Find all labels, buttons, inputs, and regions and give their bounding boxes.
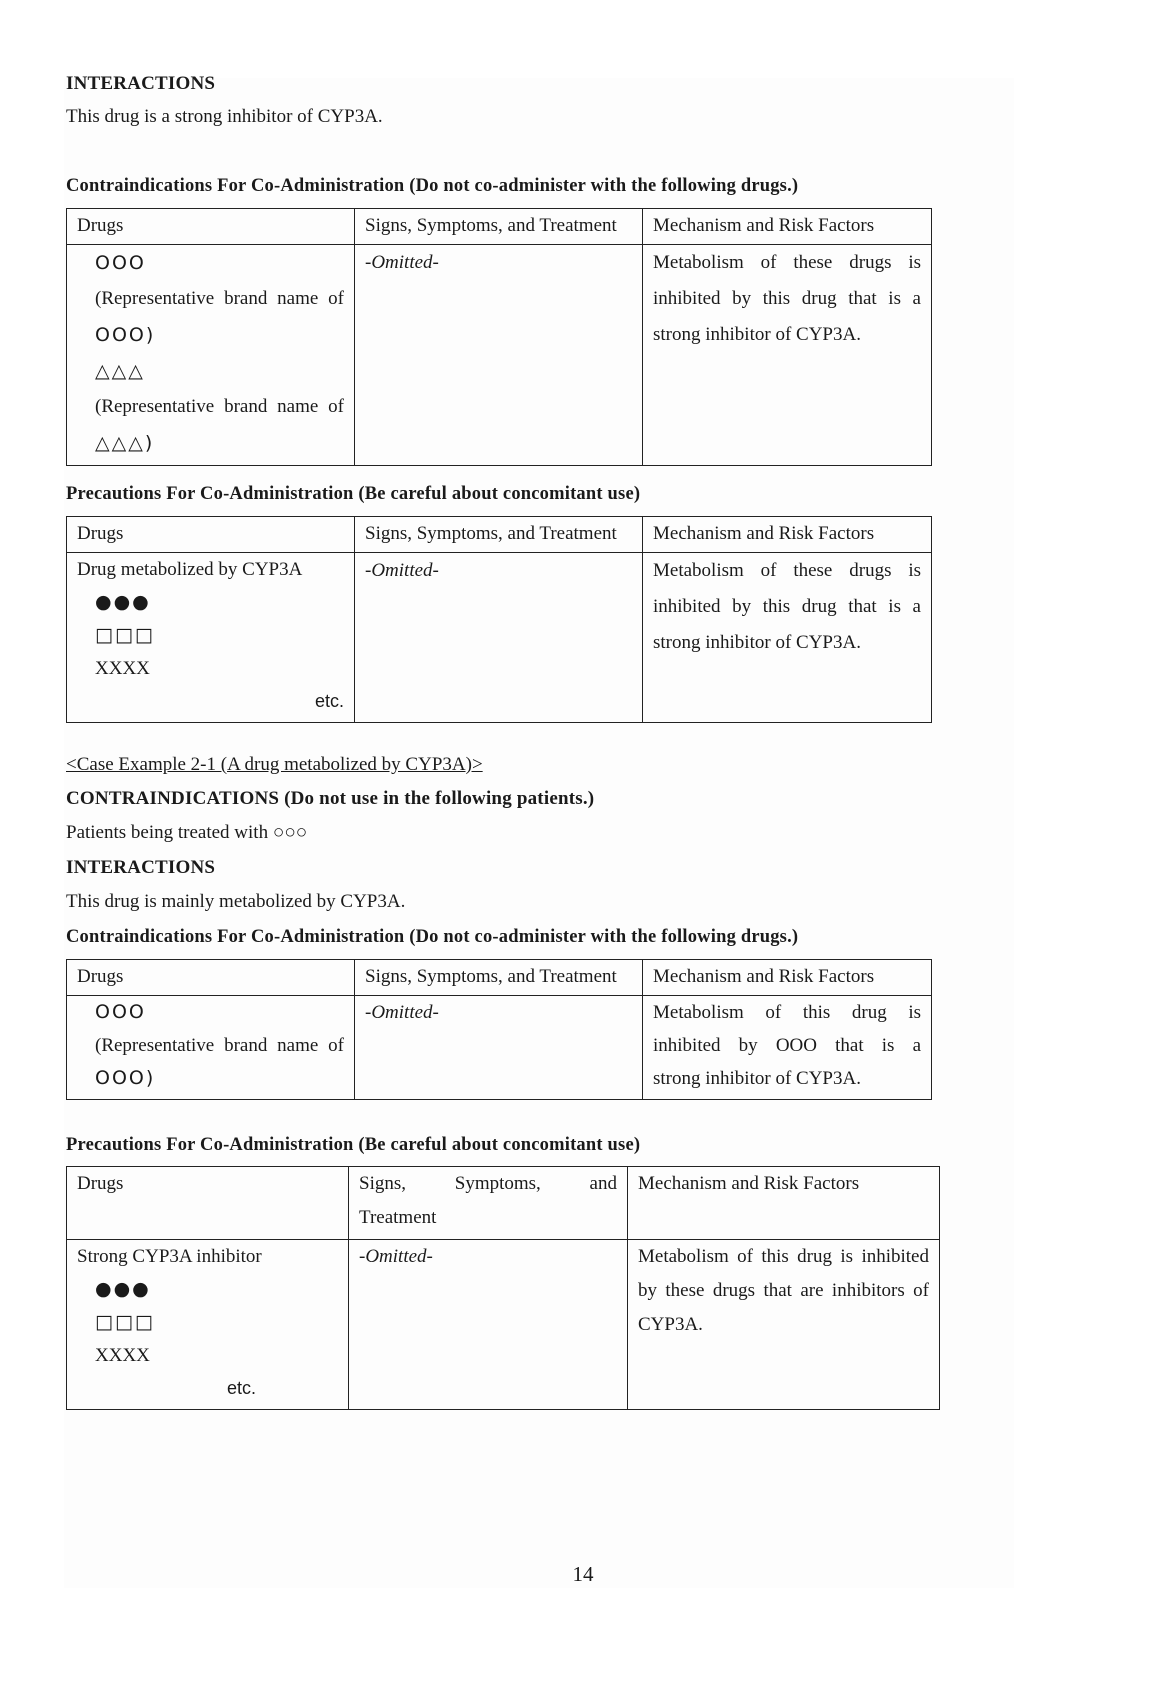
- case-interactions-heading: INTERACTIONS: [66, 857, 216, 878]
- omitted-text: -Omitted-: [365, 252, 439, 273]
- signs-cell: [355, 245, 643, 466]
- signs-cell: [349, 1240, 628, 1410]
- table-row: [67, 996, 932, 1100]
- header-drugs: Drugs: [67, 1167, 349, 1240]
- brand-name-line: (Representative brand name of: [95, 396, 344, 417]
- header-signs: Signs, Symptoms, and Treatment: [355, 517, 643, 553]
- header-signs: Signs, Symptoms, and Treatment: [355, 960, 643, 996]
- prec-title: Precautions For Co-Administration (Be careful about concomitant use): [66, 484, 641, 504]
- mechanism-line: inhibited by this drug that is a: [653, 288, 921, 309]
- interactions-intro: This drug is a strong inhibitor of CYP3A.: [66, 106, 383, 127]
- drugs-cell: [67, 996, 355, 1100]
- omitted-text: -Omitted-: [359, 1246, 433, 1267]
- mechanism-line: Metabolism of this drug is: [653, 1002, 921, 1023]
- drug-symbol: △△△): [95, 432, 155, 454]
- table-row: [67, 245, 932, 466]
- drug-symbol: ●●●: [95, 591, 151, 613]
- mechanism-cell: [643, 996, 932, 1100]
- mechanism-line: by these drugs that are inhibitors of: [638, 1280, 929, 1301]
- case-contra-title: Contraindications For Co-Administration (Do not co-administer with the following drugs.): [66, 927, 799, 947]
- mechanism-line: strong inhibitor of CYP3A.: [653, 1068, 861, 1089]
- header-drugs: Drugs: [67, 517, 355, 553]
- mechanism-line: Metabolism of these drugs is: [653, 560, 921, 581]
- mechanism-cell: [643, 245, 932, 466]
- table-header-row: [67, 960, 932, 996]
- mechanism-line: inhibited by this drug that is a: [653, 596, 921, 617]
- brand-name-line: (Representative brand name of: [95, 1035, 344, 1056]
- drug-symbol: XXXX: [95, 658, 150, 679]
- case-prec-title: Precautions For Co-Administration (Be careful about concomitant use): [66, 1135, 641, 1155]
- header-drugs: Drugs: [67, 960, 355, 996]
- etc-label: etc.: [314, 691, 344, 711]
- etc-label: etc.: [227, 1378, 257, 1398]
- table-row: [67, 553, 932, 723]
- header-mechanism: Mechanism and Risk Factors: [643, 517, 932, 553]
- case-interactions-text: This drug is mainly metabolized by CYP3A.: [66, 891, 406, 912]
- drugs-cell: [67, 1240, 349, 1410]
- mechanism-line: strong inhibitor of CYP3A.: [653, 324, 861, 345]
- table-row: [67, 1240, 940, 1410]
- mechanism-cell: [628, 1240, 940, 1410]
- page-number: 14: [572, 1562, 594, 1586]
- mechanism-line: CYP3A.: [638, 1314, 703, 1335]
- drugs-cell: [67, 245, 355, 466]
- header-mechanism: Mechanism and Risk Factors: [628, 1167, 940, 1240]
- contraindications-text: Patients being treated with ○○○: [66, 822, 308, 843]
- prec-table: [66, 516, 932, 723]
- drug-class-label: Strong CYP3A inhibitor: [77, 1246, 262, 1267]
- drug-symbol: OOO: [95, 1001, 146, 1023]
- mechanism-line: Metabolism of this drug is inhibited: [638, 1246, 929, 1267]
- table-header-row: [67, 209, 932, 245]
- case-contra-table: [66, 959, 932, 1100]
- drug-symbol: XXXX: [95, 1345, 150, 1366]
- header-mechanism: Mechanism and Risk Factors: [643, 960, 932, 996]
- table-header-row: [67, 517, 932, 553]
- mechanism-line: inhibited by OOO that is a: [653, 1035, 921, 1056]
- drug-symbol: △△△: [95, 360, 145, 382]
- drug-symbol: □□□: [95, 1311, 155, 1333]
- drug-symbol: OOO): [95, 324, 156, 346]
- signs-cell: [355, 553, 643, 723]
- omitted-text: -Omitted-: [365, 560, 439, 581]
- header-signs: Signs, Symptoms, and Treatment: [355, 209, 643, 245]
- header-signs-line: Signs, Symptoms, and: [359, 1173, 617, 1194]
- interactions-heading: INTERACTIONS: [66, 73, 216, 94]
- header-drugs: Drugs: [67, 209, 355, 245]
- mechanism-line: strong inhibitor of CYP3A.: [653, 632, 861, 653]
- omitted-text: -Omitted-: [365, 1002, 439, 1023]
- header-mechanism: Mechanism and Risk Factors: [643, 209, 932, 245]
- drug-symbol: OOO: [95, 252, 146, 274]
- header-signs: [349, 1167, 628, 1240]
- case-prec-table: [66, 1166, 940, 1410]
- brand-name-line: (Representative brand name of: [95, 288, 344, 309]
- header-signs-line: Treatment: [359, 1207, 437, 1228]
- signs-cell: [355, 996, 643, 1100]
- contra-title: Contraindications For Co-Administration (Do not co-administer with the following drugs.): [66, 176, 799, 196]
- contraindications-heading: CONTRAINDICATIONS (Do not use in the following patients.): [66, 788, 595, 809]
- table-header-row: [67, 1167, 940, 1240]
- drug-symbol: □□□: [95, 624, 155, 646]
- case-example-title: <Case Example 2-1 (A drug metabolized by CYP3A)>: [66, 754, 483, 775]
- drugs-cell: [67, 553, 355, 723]
- contra-table: [66, 208, 932, 466]
- drug-symbol: ●●●: [95, 1278, 151, 1300]
- drug-symbol: OOO): [95, 1067, 156, 1089]
- mechanism-cell: [643, 553, 932, 723]
- mechanism-line: Metabolism of these drugs is: [653, 252, 921, 273]
- drug-class-label: Drug metabolized by CYP3A: [77, 559, 303, 580]
